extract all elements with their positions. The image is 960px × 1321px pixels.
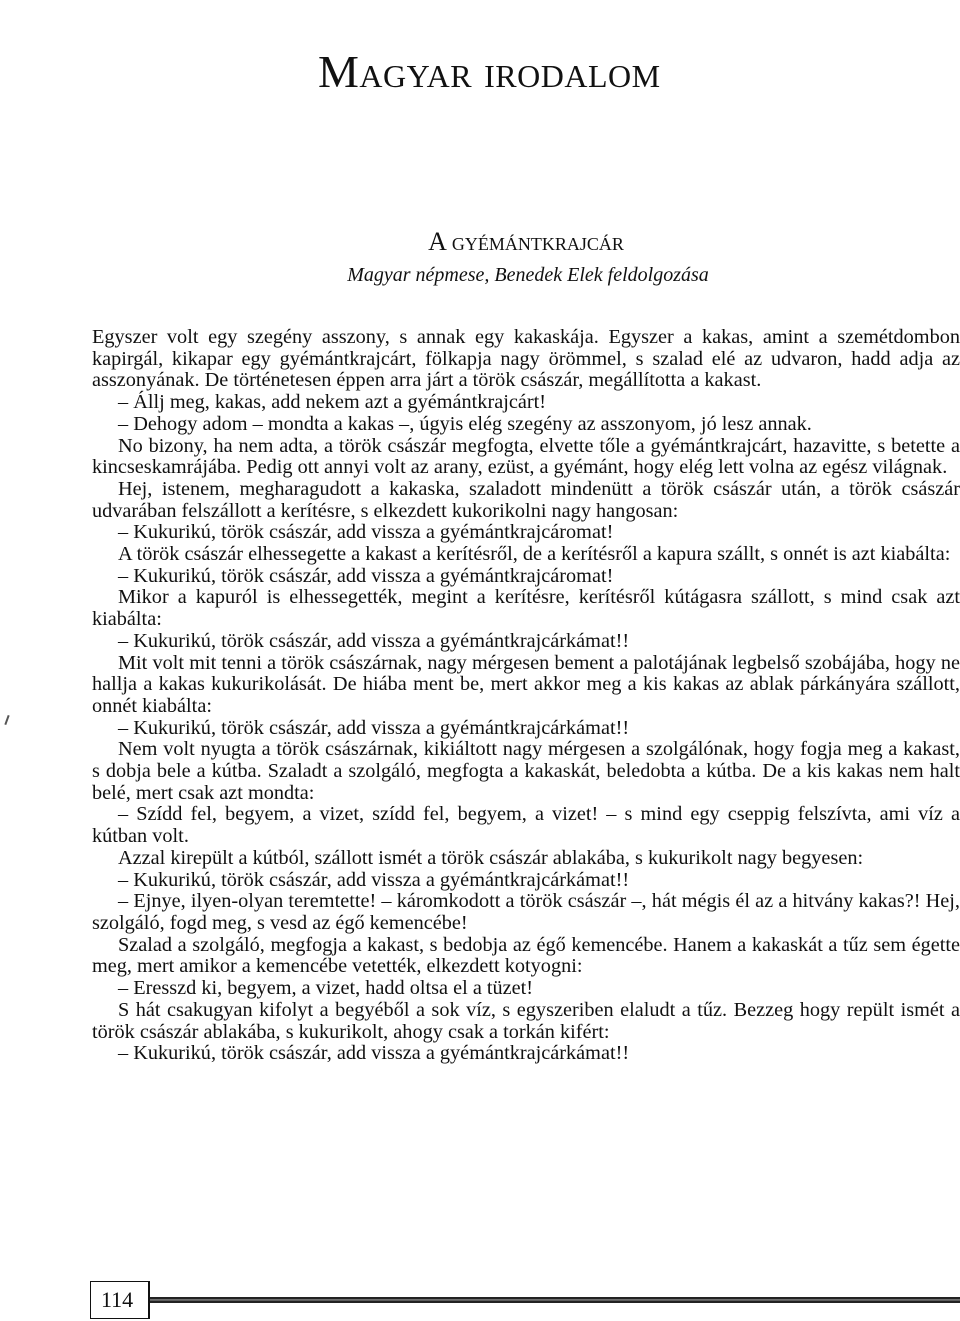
paragraph: Mit volt mit tenni a török császárnak, nagy mérgesen bement a palotájának legbelső szobájába, hogy ne hallja a kakas kukurikolását. De hiába ment be, mert akkor meg a kis kakas az ablak párkányára szállott, onnét kiabálta:: [92, 651, 960, 717]
paragraph: A török császár elhessegette a kakast a kerítésről, de a kerítésről a kapura szállt, s onnét is azt kiabálta:: [118, 543, 951, 566]
story-subtitle: Magyar népmese, Benedek Elek feldolgozása: [347, 264, 709, 286]
paragraph: – Kukurikú, török császár, add vissza a gyémántkrajcárkámat!!: [118, 716, 630, 739]
paragraph: Hej, istenem, megharagudott a kakaska, szaladott mindenütt a török császár után, a török császár udvarában felszállott a kerítésre, s elkezdett kukorikolni nagy hangosan:: [92, 477, 960, 522]
page-footer: [90, 1281, 960, 1321]
paragraph: Nem volt nyugta a török császárnak, kikiáltott nagy mérgesen a szolgálónak, hogy fogja meg a kakast, s dobja bele a kútba. Szaladt a szolgáló, megfogta a kakaskát, beledobta a kútba. De a kis kakas nem halt belé, mert csak azt mondta:: [92, 738, 960, 804]
paragraph: – Dehogy adom – mondta a kakas –, úgyis elég szegény az asszonyom, jó lesz annak.: [118, 412, 812, 435]
paragraph: S hát csakugyan kifolyt a begyéből a sok víz, s egyszeriben elaludt a tűz. Bezzeg hogy repült ismét a török császár ablakába, s kukurikolt, ahogy csak a torkán kifért:: [92, 998, 960, 1043]
paragraph: Azzal kirepült a kútból, szállott ismét a török császár ablakába, s kukurikolt nagy begyesen:: [118, 846, 864, 869]
paragraph: – Eresszd ki, begyem, a vizet, hadd oltsa el a tüzet!: [118, 977, 534, 1000]
paragraph: – Szídd fel, begyem, a vizet, szídd fel, begyem, a vizet! – s mind egy cseppig felszívta, ami víz a kútban volt.: [92, 803, 960, 848]
paragraph: Mikor a kapuról is elhessegették, megint a kerítésre, kerítésről kútágasra szállott, s mind csak azt kiabálta:: [92, 586, 960, 631]
margin-mark: [4, 715, 9, 725]
paragraph: – Állj meg, kakas, add nekem azt a gyémántkrajcárt!: [118, 391, 546, 414]
paragraph: – Kukurikú, török császár, add vissza a gyémántkrajcárkámat!!: [118, 1042, 630, 1065]
paragraph: – Kukurikú, török császár, add vissza a gyémántkrajcáromat!: [118, 521, 614, 544]
paragraph: – Kukurikú, török császár, add vissza a gyémántkrajcárkámat!!: [118, 868, 630, 891]
story-title: A gyémántkrajcár: [428, 227, 624, 256]
paragraph: – Kukurikú, török császár, add vissza a gyémántkrajcárkámat!!: [118, 629, 630, 652]
section-title: Magyar irodalom: [318, 46, 661, 97]
page-number: 114: [90, 1281, 150, 1319]
paragraph: No bizony, ha nem adta, a török császár megfogta, elvette tőle a gyémántkrajcárt, hazavitte, s betette a kincseskamrájába. Pedig ott annyi volt az arany, ezüst, a gyémánt, hogy elég lett volna az egész világnak.: [92, 434, 960, 479]
footer-rule: [150, 1297, 960, 1303]
story-body: [92, 327, 960, 1065]
paragraph: Egyszer volt egy szegény asszony, s annak egy kakaskája. Egyszer a kakas, amint a szemétdombon kapirgál, kikapar egy gyémántkrajcárt, fölkapja nagy örömmel, s szalad elé az udvaron, hadd adja az asszonyának. De történetesen éppen arra járt a török császár, megállította a kakast.: [92, 326, 960, 392]
paragraph: – Kukurikú, török császár, add vissza a gyémántkrajcáromat!: [118, 564, 614, 587]
paragraph: Szalad a szolgáló, megfogja a kakast, s bedobja az égő kemencébe. Hanem a kakaskát a tűz sem égette meg, mert amikor a kemencébe vetették, elkezdett kotyogni:: [92, 933, 960, 978]
paragraph: – Ejnye, ilyen-olyan teremtette! – káromkodott a török császár –, hát mégis él az a hitvány kakas?! Hej, szolgáló, fogd meg, s vesd az égő kemencébe!: [92, 890, 960, 934]
